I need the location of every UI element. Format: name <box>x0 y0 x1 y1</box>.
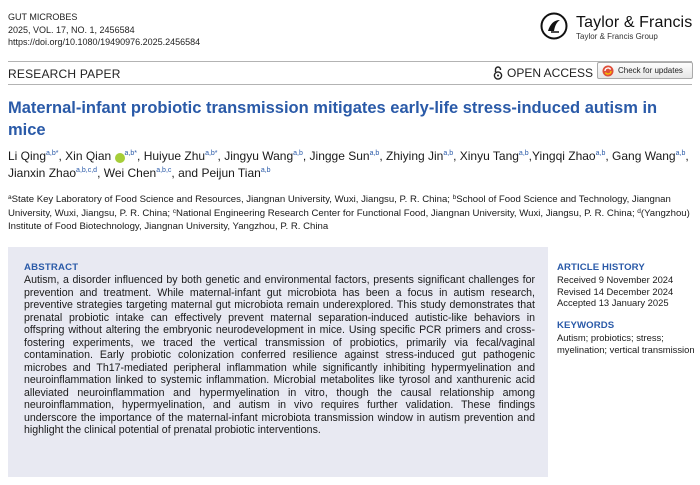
affiliation-marker: c <box>172 207 177 215</box>
check-updates-icon <box>602 65 614 77</box>
author-separator: , <box>453 149 460 163</box>
author-affiliation-marker[interactable]: a,b <box>595 150 606 157</box>
author-affiliation-marker[interactable]: a,b* <box>124 150 138 157</box>
author-name[interactable]: Huiyue Zhu <box>143 149 206 163</box>
author-separator: , <box>137 149 144 163</box>
author-separator: , <box>97 166 104 180</box>
check-updates-button[interactable] <box>597 62 693 79</box>
abstract-heading: ABSTRACT <box>24 262 79 273</box>
revised-date: Revised 14 December 2024 <box>557 285 674 297</box>
check-updates-label: Check for updates <box>618 66 683 75</box>
article-history <box>557 262 695 309</box>
author-separator: , <box>685 149 689 163</box>
orcid-icon[interactable] <box>115 153 125 163</box>
affiliation-marker: a <box>8 194 12 201</box>
journal-volume: 2025, VOL. 17, NO. 1, 2456584 <box>8 24 135 35</box>
author-name[interactable]: Xin Qian <box>65 149 112 163</box>
author-name[interactable]: Li Qing <box>8 149 47 163</box>
open-access-badge <box>493 64 593 82</box>
author-affiliation-marker[interactable]: a,b,c,d <box>76 167 98 174</box>
author-name[interactable]: Peijun Tian <box>201 166 261 180</box>
author-separator: , <box>58 149 66 163</box>
author-affiliation-marker[interactable]: a,b,c <box>156 167 172 174</box>
author-name[interactable]: Gang Wang <box>612 149 676 163</box>
abstract-text: Autism, a disorder influenced by both genetic and environmental factors, presents significant challenges for prevention and treatment. While maternal-infant gut microbiota has been a focus in autism research, preventive strategies targeting maternal gut microbiota remain underexplored. This study demonstrates that prenatal probiotic intake can effectively prevent maternal separation-induced autistic-like behaviors in offspring without altering the embryonic neurodevelopment in mice. Using specific PCR primers and cross-fostering experiments, we traced the vertical transmission of probiotics, primarily via fecal/vaginal contamination. Early probiotic colonization conferred resilience against stress-induced gut pathogenic microbes and Th17-mediated peripheral inflammation while significantly inhibiting hypermyelination and neuroinflammation linked to systemic inflammation. Microbial metabolites like tyrosol and xanthurenic acid alleviated neuroinflammation and hypermyelination in vitro, though the causal relationship among neuroinflammation, hypermyelination, and autism in vivo requires further validation. These findings underscore the importance of the maternal-infant microbiota transmission window in autism prevention and highlight the clinical potential of prenatal probiotic interventions. <box>24 274 535 436</box>
article-title: Maternal-infant probiotic transmission mitigates early-life stress-induced autism in mice <box>8 99 658 139</box>
journal-info <box>8 11 200 49</box>
author-affiliation-marker[interactable]: a,b <box>675 150 686 157</box>
author-affiliation-marker[interactable]: a,b <box>293 150 303 157</box>
taylor-francis-logo-icon <box>540 12 568 40</box>
affiliation-text: School of Food Science and Technology, Jiangnan University, Wuxi, Jiangsu, P. R. China; <box>8 194 671 219</box>
affiliations <box>8 193 694 234</box>
author-affiliation-marker[interactable]: a,b <box>518 150 529 157</box>
affiliation-marker: d <box>637 207 641 215</box>
author-separator: , and <box>171 166 202 180</box>
author-name[interactable]: Jingyu Wang <box>224 149 294 163</box>
author-name[interactable]: Zhiying Jin <box>386 149 444 163</box>
author-affiliation-marker[interactable]: a,b <box>443 150 454 157</box>
article-history-heading: ARTICLE HISTORY <box>557 262 645 273</box>
keywords-heading: KEYWORDS <box>557 320 615 331</box>
article-type: RESEARCH PAPER <box>8 67 121 81</box>
author-separator: , <box>217 149 225 163</box>
publisher-logo[interactable] <box>540 10 693 46</box>
publisher-group: Taylor & Francis Group <box>576 32 658 41</box>
author-name[interactable]: Wei Chen <box>103 166 157 180</box>
author-name[interactable]: Yingqi Zhao <box>532 149 596 163</box>
author-name[interactable]: Jingge Sun <box>309 149 370 163</box>
author-name[interactable]: Jianxin Zhao <box>8 166 77 180</box>
affiliation-marker: b <box>452 194 457 201</box>
author-list <box>8 148 698 182</box>
author-separator: , <box>528 149 532 163</box>
received-date: Received 9 November 2024 <box>557 274 674 285</box>
doi-link[interactable]: https://doi.org/10.1080/19490976.2025.2456584 <box>8 37 201 47</box>
keywords-text: Autism; probiotics; stress; myelination; vertical transmission <box>557 332 695 355</box>
author-affiliation-marker[interactable]: a,b <box>260 167 271 174</box>
open-access-label: OPEN ACCESS <box>507 66 594 80</box>
publisher-name: Taylor & Francis <box>576 14 693 31</box>
open-lock-icon <box>493 66 503 80</box>
author-affiliation-marker[interactable]: a,b* <box>46 150 59 157</box>
journal-name: GUT MICROBES <box>8 12 78 22</box>
author-affiliation-marker[interactable]: a,b* <box>205 150 218 157</box>
keywords <box>557 320 695 355</box>
title-divider <box>8 84 692 85</box>
author-name[interactable]: Xinyu Tang <box>459 149 519 163</box>
author-separator: , <box>302 149 310 163</box>
author-separator: , <box>605 149 613 163</box>
accepted-date: Accepted 13 January 2025 <box>557 297 669 308</box>
author-affiliation-marker[interactable]: a,b <box>369 150 380 157</box>
affiliation-text: State Key Laboratory of Food Science and Resources, Jiangnan University, Wuxi, Jiangsu, P. R. China; <box>11 194 453 205</box>
affiliation-text: (Yangzhou) Institute of Food Biotechnology, Jiangnan University, Yangzhou, P. R. China <box>8 207 690 232</box>
header-divider <box>8 61 692 62</box>
author-separator: , <box>379 149 386 163</box>
affiliation-text: National Engineering Research Center for Functional Food, Jiangnan University, Wuxi, Jiangsu, P. R. China; <box>176 207 638 219</box>
